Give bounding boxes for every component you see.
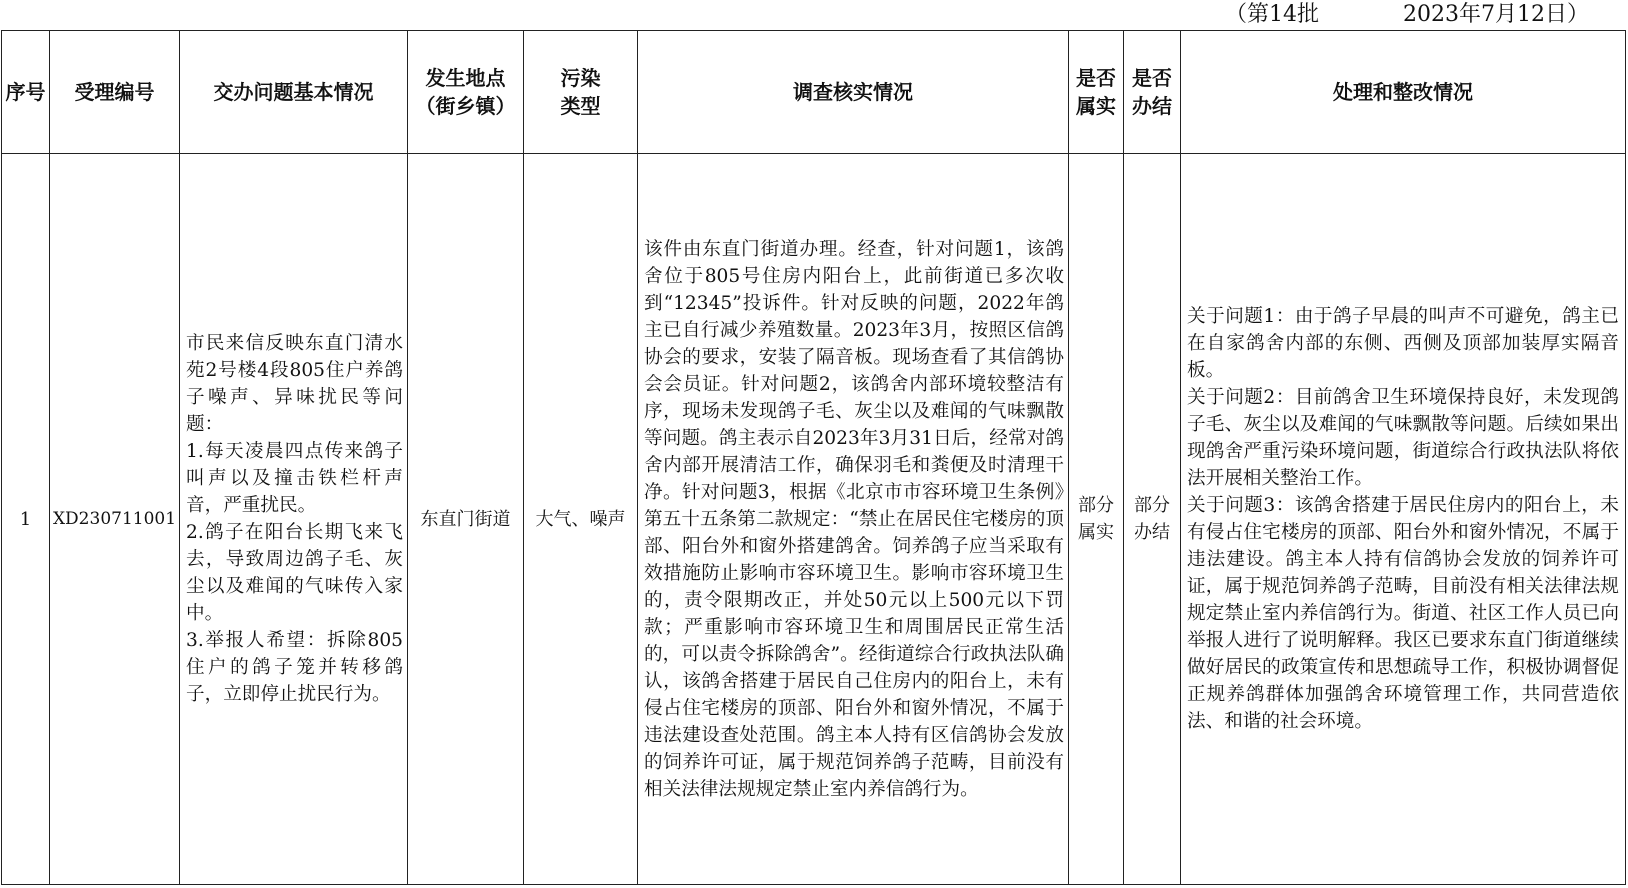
header-seq: 序号 — [2, 31, 50, 154]
header-basic-info: 交办问题基本情况 — [180, 31, 408, 154]
basic-intro: 市民来信反映东直门清水苑2号楼4段805住户养鸽子噪声、异味扰民等问题： — [186, 333, 403, 435]
header-pollution-type: 污染 类型 — [524, 31, 638, 154]
table-row — [2, 154, 1626, 885]
basic-item-1: 1.每天凌晨四点传来鸽子叫声以及撞击铁栏杆声音，严重扰民。 — [186, 441, 403, 516]
header-accept-no: 受理编号 — [50, 31, 180, 154]
report-table — [1, 30, 1626, 885]
header-is-done: 是否 办结 — [1124, 31, 1181, 154]
investigation-text: 该件由东直门街道办理。经查，针对问题1，该鸽舍位于805号住房内阳台上，此前街道已多次收到“12345”投诉件。针对反映的问题，2022年鸽主已自行减少养殖数量。2023年3月，按照区信鸽协会的要求，安装了隔音板。现场查看了其信鸽协会会员证。针对问题2，该鸽舍内部环境较整洁有序，现场未发现鸽子毛、灰尘以及难闻的气味飘散等问题。鸽主表示自2023年3月31日后，经常对鸽舍内部开展清洁工作，确保羽毛和粪便及时清理干净。针对问题3，根据《北京市市容环境卫生条例》第五十五条第二款规定：“禁止在居民住宅楼房的顶部、阳台外和窗外搭建鸽舍。饲养鸽子应当采取有效措施防止影响市容环境卫生。影响市容环境卫生的，责令限期改正，并处50元以上500元以下罚款；严重影响市容环境卫生和周围居民正常生活的，可以责令拆除鸽舍”。经街道综合行政执法队确认，该鸽舍搭建于居民自己住房内的阳台上，未有侵占住宅楼房的顶部、阳台外和窗外情况，不属于违法建设查处范围。鸽主本人持有区信鸽协会发放的饲养许可证，属于规范饲养鸽子范畴，目前没有相关法律法规规定禁止室内养信鸽行为。 — [644, 238, 1064, 800]
header-row — [2, 31, 1626, 154]
header-is-true: 是否 属实 — [1069, 31, 1124, 154]
cell-pollution-type: 大气、噪声 — [524, 154, 638, 885]
handling-issue-1: 关于问题1：由于鸽子早晨的叫声不可避免，鸽主已在自家鸽舍内部的东侧、西侧及顶部加装厚实隔音板。 — [1187, 306, 1619, 381]
table-header — [2, 31, 1626, 154]
cell-is-done: 部分 办结 — [1124, 154, 1181, 885]
header-investigation: 调查核实情况 — [638, 31, 1069, 154]
cell-is-true: 部分 属实 — [1069, 154, 1124, 885]
cell-investigation — [638, 154, 1069, 885]
basic-item-2: 2.鸽子在阳台长期飞来飞去，导致周边鸽子毛、灰尘以及难闻的气味传入家中。 — [186, 522, 403, 624]
cell-seq: 1 — [2, 154, 50, 885]
cell-accept-no: XD230711001 — [50, 154, 180, 885]
cell-location: 东直门街道 — [408, 154, 524, 885]
batch-label: （第14批 — [1225, 2, 1319, 27]
cell-handling — [1181, 154, 1626, 885]
batch-date: 2023年7月12日） — [1403, 2, 1589, 27]
batch-info — [1225, 0, 1589, 30]
header-handling: 处理和整改情况 — [1181, 31, 1626, 154]
header-location: 发生地点 （街乡镇） — [408, 31, 524, 154]
handling-issue-3: 关于问题3：该鸽舍搭建于居民住房内的阳台上，未有侵占住宅楼房的顶部、阳台外和窗外情况，不属于违法建设。鸽主本人持有信鸽协会发放的饲养许可证，属于规范饲养鸽子范畴，目前没有相关法律法规规定禁止室内养信鸽行为。街道、社区工作人员已向举报人进行了说明解释。我区已要求东直门街道继续做好居民的政策宣传和思想疏导工作，积极协调督促正规养鸽群体加强鸽舍环境管理工作，共同营造依法、和谐的社会环境。 — [1187, 495, 1619, 732]
cell-basic-info — [180, 154, 408, 885]
handling-issue-2: 关于问题2：目前鸽舍卫生环境保持良好，未发现鸽子毛、灰尘以及难闻的气味飘散等问题。后续如果出现鸽舍严重污染环境问题，街道综合行政执法队将依法开展相关整治工作。 — [1187, 387, 1619, 489]
basic-item-3: 3.举报人希望：拆除805住户的鸽子笼并转移鸽子，立即停止扰民行为。 — [186, 630, 403, 705]
